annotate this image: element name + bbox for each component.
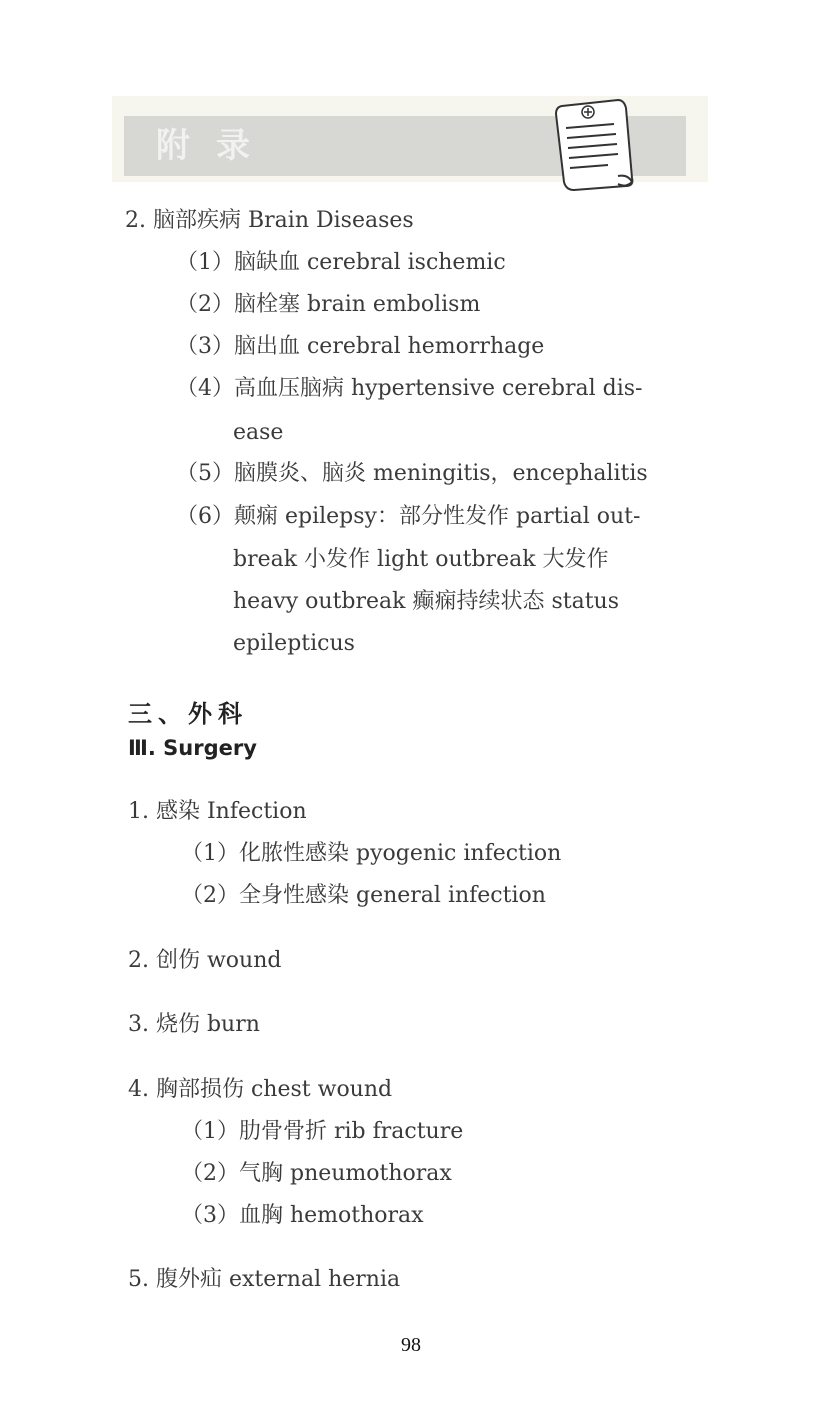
list-item: （3）脑出血 cerebral hemorrhage [176,334,545,359]
hernia-heading: 5. 腹外疝 external hernia [128,1267,401,1292]
list-item: （5）脑膜炎、脑炎 meningitis，encephalitis [176,461,648,486]
list-item-continuation: epilepticus [233,631,355,656]
burn-heading: 3. 烧伤 burn [128,1012,260,1037]
list-item: （2）全身性感染 general infection [181,883,546,908]
wound-heading: 2. 创伤 wound [128,948,282,973]
surgery-heading-en: Ⅲ. Surgery [128,736,257,760]
list-item-continuation: heavy outbreak 癫痫持续状态 status [233,589,620,614]
list-item: （1）肋骨骨折 rib fracture [181,1119,464,1144]
list-item: （2）气胸 pneumothorax [181,1161,452,1186]
page-number: 98 [401,1334,421,1356]
infection-heading: 1. 感染 Infection [128,799,307,824]
list-item-continuation: break 小发作 light outbreak 大发作 [233,547,609,572]
list-item: （1）化脓性感染 pyogenic infection [181,841,562,866]
list-item: （2）脑栓塞 brain embolism [176,292,481,317]
list-item: （6）颠痫 epilepsy：部分性发作 partial out- [176,504,641,529]
list-item: （4）高血压脑病 hypertensive cerebral dis- [176,376,643,401]
section-title: 附录 [156,126,276,166]
list-item-continuation: ease [233,420,284,445]
chest-wound-heading: 4. 胸部损伤 chest wound [128,1077,393,1102]
list-item: （3）血胸 hemothorax [181,1203,424,1228]
document-icon [548,96,638,192]
brain-diseases-heading: 2. 脑部疾病 Brain Diseases [125,208,414,233]
surgery-heading-cn: 三、外科 [128,700,248,728]
list-item: （1）脑缺血 cerebral ischemic [176,250,506,275]
